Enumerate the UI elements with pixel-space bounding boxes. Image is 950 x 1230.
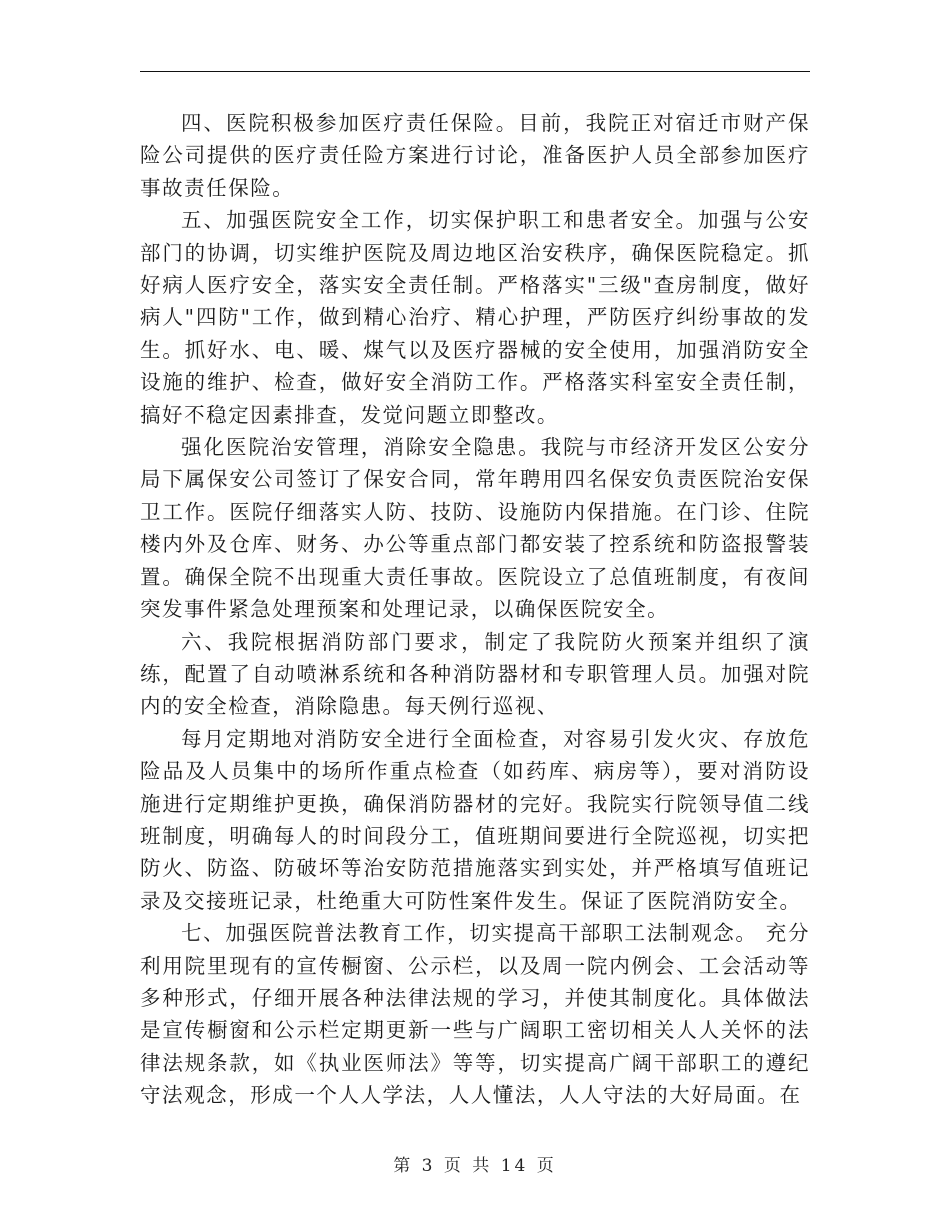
paragraph-monthly-fire-inspection: 每月定期地对消防安全进行全面检查，对容易引发火灾、存放危险品及人员集中的场所作重点检查（如药库、病房等），要对消防设施进行定期维护更换，确保消防器材的完好。我院实行院领导值二线班制度，明确每人的时间段分工，值班期间要进行全院巡视，切实把防火、防盗、防破坏等治安防范措施落实到实处，并严格填写值班记录及交接班记录，杜绝重大可防性案件发生。保证了医院消防安全。 xyxy=(140,726,810,913)
paragraph-hospital-safety: 五、加强医院安全工作，切实保护职工和患者安全。加强与公安部门的协调，切实维护医院及周边地区治安秩序，确保医院稳定。抓好病人医疗安全，落实安全责任制。严格落实"三级"查房制度，做好病人"四防"工作，做到精心治疗、精心护理，严防医疗纠纷事故的发生。抓好水、电、暖、煤气以及医疗器械的安全使用，加强消防安全设施的维护、检查，做好安全消防工作。严格落实科室安全责任制，搞好不稳定因素排查，发觉问题立即整改。 xyxy=(140,208,810,427)
page-number-footer: 第 3 页 共 14 页 xyxy=(393,1156,557,1176)
paragraph-medical-liability-insurance: 四、医院积极参加医疗责任保险。目前，我院正对宿迁市财产保险公司提供的医疗责任险方案进行讨论，准备医护人员全部参加医疗事故责任保险。 xyxy=(140,111,810,200)
paragraph-fire-prevention: 六、我院根据消防部门要求，制定了我院防火预案并组织了演练，配置了自动喷淋系统和各种消防器材和专职管理人员。加强对院内的安全检查，消除隐患。每天例行巡视、 xyxy=(140,629,810,719)
paragraph-security-management: 强化医院治安管理，消除安全隐患。我院与市经济开发区公安分局下属保安公司签订了保安合同，常年聘用四名保安负责医院治安保卫工作。医院仔细落实人防、技防、设施防内保措施。在门诊、住院楼内外及仓库、财务、办公等重点部门都安装了控系统和防盗报警装置。确保全院不出现重大责任事故。医院设立了总值班制度，有夜间突发事件紧急处理预案和处理记录，以确保医院安全。 xyxy=(140,435,810,622)
document-body xyxy=(140,107,810,1112)
paragraph-legal-education: 七、加强医院普法教育工作，切实提高干部职工法制观念。 充分利用院里现有的宣传橱窗、公示栏，以及周一院内例会、工会活动等多种形式，仔细开展各种法律法规的学习，并使其制度化。具体做法是宣传橱窗和公示栏定期更新一些与广阔职工密切相关人人关怀的法律法规条款，如《执业医师法》等等，切实提高广阔干部职工的遵纪守法观念，形成一个人人学法，人人懂法，人人守法的大好局面。在 xyxy=(140,921,810,1108)
header-rule xyxy=(140,71,810,72)
